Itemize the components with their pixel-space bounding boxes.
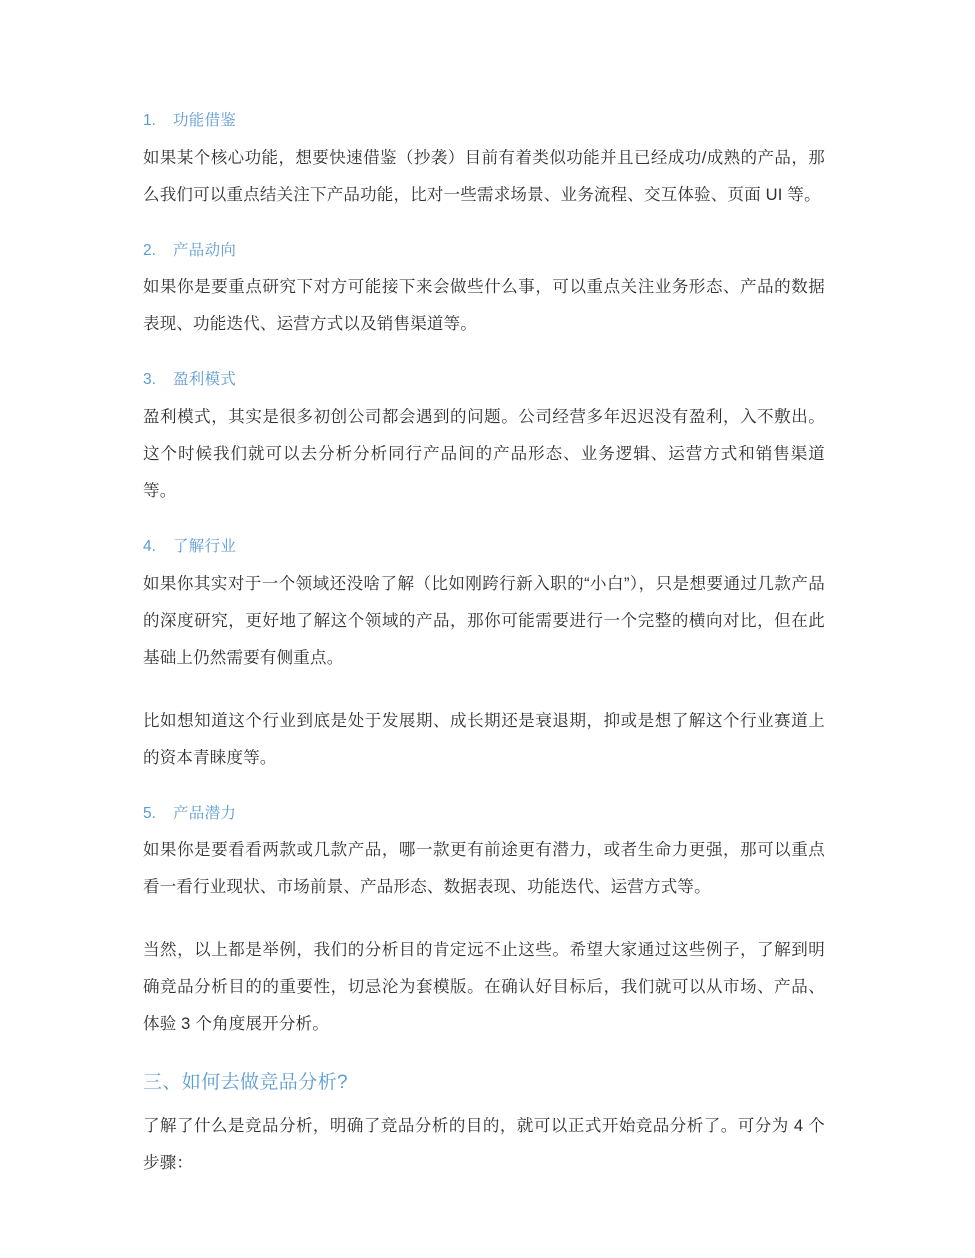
list-number-2: 2. [143, 241, 156, 259]
paragraph-3-1: 盈利模式，其实是很多初创公司都会遇到的问题。公司经营多年迟迟没有盈利，入不敷出。这个时候我们就可以去分析分析同行产品间的产品形态、业务逻辑、运营方式和销售渠道等。 [143, 408, 825, 501]
numbered-heading-4 [143, 536, 825, 558]
paragraph-1-1: 如果某个核心功能，想要快速借鉴（抄袭）目前有着类似功能并且已经成功/成熟的产品，那么我们可以重点结关注下产品功能，比对一些需求场景、业务流程、交互体验、页面 UI 等。 [143, 148, 825, 204]
numbered-section-3 [143, 369, 825, 510]
numbered-section-2 [143, 240, 825, 344]
numbered-heading-2 [143, 240, 825, 262]
heading-text-2: 产品动向 [173, 241, 237, 259]
heading-text-5: 产品潜力 [173, 804, 237, 822]
paragraph-4-2: 比如想知道这个行业到底是处于发展期、成长期还是衰退期，抑或是想了解这个行业赛道上的资本青睐度等。 [143, 711, 825, 767]
numbered-heading-1 [143, 110, 825, 132]
paragraph-5-2: 当然，以上都是举例，我们的分析目的肯定远不止这些。希望大家通过这些例子，了解到明确竞品分析目的的重要性，切忌沦为套模版。在确认好目标后，我们就可以从市场、产品、体验 3 个角度展开分析。 [143, 941, 825, 1034]
heading-text-1: 功能借鉴 [173, 112, 237, 129]
list-number-5: 5. [143, 804, 156, 822]
numbered-section-4 [143, 536, 825, 777]
paragraph-4-1: 如果你其实对于一个领域还没啥了解（比如刚跨行新入职的“小白”），只是想要通过几款产品的深度研究，更好地了解这个领域的产品，那你可能需要进行一个完整的横向对比，但在此基础上仍然需要有侧重点。 [143, 574, 825, 667]
list-number-4: 4. [143, 538, 156, 556]
list-number-3: 3. [143, 371, 156, 389]
heading-text-4: 了解行业 [173, 538, 237, 556]
numbered-heading-5 [143, 803, 825, 825]
numbered-section-5 [143, 803, 825, 1044]
list-number-1: 1. [143, 112, 156, 129]
document-body [143, 110, 825, 1182]
paragraph-5-1: 如果你是要看看两款或几款产品，哪一款更有前途更有潜力，或者生命力更强，那可以重点看一看行业现状、市场前景、产品形态、数据表现、功能迭代、运营方式等。 [143, 841, 825, 897]
paragraph-2-1: 如果你是要重点研究下对方可能接下来会做些什么事，可以重点关注业务形态、产品的数据表现、功能迭代、运营方式以及销售渠道等。 [143, 278, 825, 334]
heading-text-3: 盈利模式 [173, 371, 237, 389]
section-paragraph-1: 了解了什么是竞品分析，明确了竞品分析的目的，就可以正式开始竞品分析了。可分为 4 个步骤： [143, 1116, 825, 1172]
numbered-section-1 [143, 110, 825, 214]
section-heading: 三、如何去做竞品分析? [143, 1072, 348, 1094]
numbered-heading-3 [143, 369, 825, 391]
